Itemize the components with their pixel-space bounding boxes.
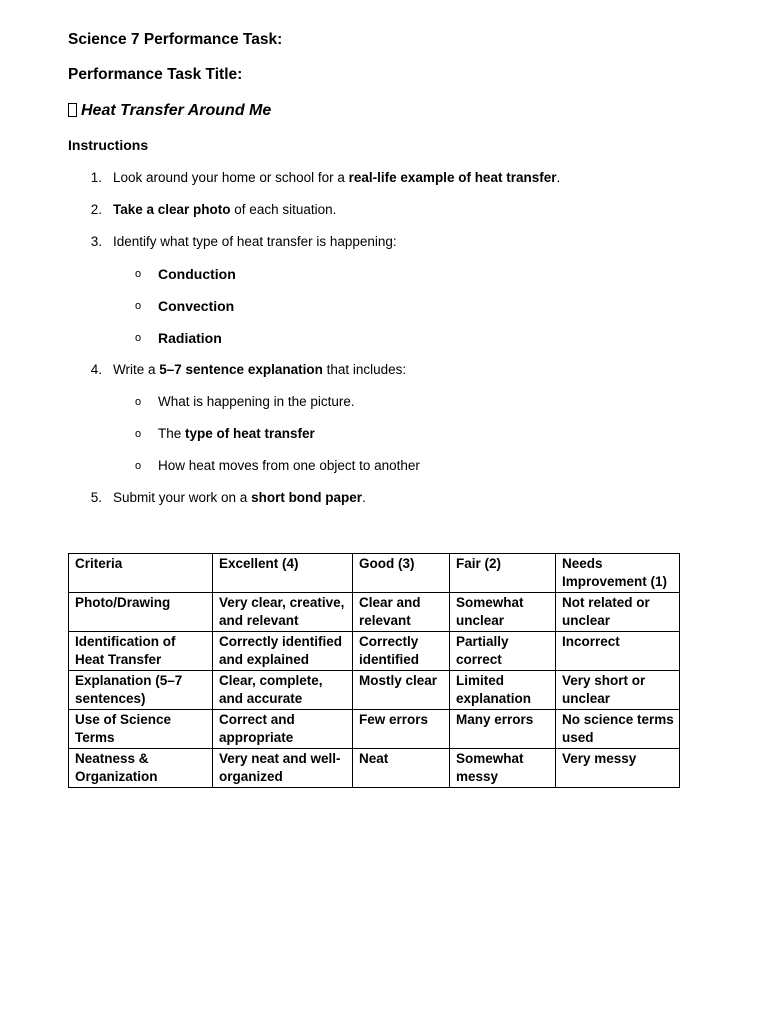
header-needs-improvement: Needs Improvement (1) xyxy=(556,554,680,593)
table-cell: Clear and relevant xyxy=(353,593,450,632)
step-number: 3. xyxy=(90,234,102,249)
table-row xyxy=(69,749,680,788)
table-cell: Not related or unclear xyxy=(556,593,680,632)
document-page: Science 7 Performance Task: Performance Task Title: Heat Transfer Around Me Instructions 1. Look around your home or school for a real-life example of heat transfer. 2. Take a clear photo of each situation. 3. Identify what type of heat transfer is happening: o Conduction o Convection o Radiation 4. Write a 5–7 sentence explanation that includes: o What is happening in the picture. o The type of heat transfer o How heat moves from one object to another 5. Submit your work on a short bond paper. Criteria Excellent (4) Good (3) Fair (2) Needs Improvement (1) Photo/Drawing Very clear, creative, and relevant Clear and relevant Somewhat unclear Not related or unclear Identification of Heat Transfer Correctly identified and explained Correctly identified Partially correct Incorrect Explanation (5–7 sentences) Clear, complete, and accurate Mostly clear Limited explanation Very short or unclear Use of Science Terms Correct and appropriate Few errors Many errors No science terms used Neatness & Organization Very neat and well-organized Neat Somewhat messy Very messy xyxy=(0,0,768,1024)
table-cell: Somewhat unclear xyxy=(450,593,556,632)
table-cell: Correctly identified xyxy=(353,632,450,671)
task-name xyxy=(68,102,271,120)
bullet-icon: o xyxy=(135,460,142,472)
table-cell: Partially correct xyxy=(450,632,556,671)
step-number: 2. xyxy=(90,202,102,217)
table-cell: Incorrect xyxy=(556,632,680,671)
step-text: Write a 5–7 sentence explanation that includes: xyxy=(113,362,407,377)
instructions-heading: Instructions xyxy=(68,137,149,153)
bullet-icon: o xyxy=(135,268,142,280)
table-cell: Photo/Drawing xyxy=(69,593,213,632)
table-row xyxy=(69,632,680,671)
step-number: 5. xyxy=(90,490,102,505)
table-cell: Neat xyxy=(353,749,450,788)
table-cell: Somewhat messy xyxy=(450,749,556,788)
table-cell: Very clear, creative, and relevant xyxy=(213,593,353,632)
table-cell: Mostly clear xyxy=(353,671,450,710)
step-text: Identify what type of heat transfer is happening: xyxy=(113,234,397,249)
header-good: Good (3) xyxy=(353,554,450,593)
document-title: Science 7 Performance Task: xyxy=(68,31,283,48)
step-text: Submit your work on a short bond paper. xyxy=(113,490,366,505)
table-cell: Neatness & Organization xyxy=(69,749,213,788)
table-cell: Very neat and well-organized xyxy=(213,749,353,788)
table-cell: No science terms used xyxy=(556,710,680,749)
table-cell: Identification of Heat Transfer xyxy=(69,632,213,671)
bullet-icon: o xyxy=(135,332,142,344)
table-header-row xyxy=(69,554,680,593)
step-number: 1. xyxy=(90,170,102,185)
table-cell: Many errors xyxy=(450,710,556,749)
table-cell: Very short or unclear xyxy=(556,671,680,710)
header-excellent: Excellent (4) xyxy=(213,554,353,593)
table-cell: Explanation (5–7 sentences) xyxy=(69,671,213,710)
step-text: Take a clear photo of each situation. xyxy=(113,202,337,217)
bullet-icon: o xyxy=(135,428,142,440)
bullet-icon: o xyxy=(135,300,142,312)
task-title-label: Performance Task Title: xyxy=(68,66,243,83)
table-cell: Limited explanation xyxy=(450,671,556,710)
table-cell: Correctly identified and explained xyxy=(213,632,353,671)
task-name-text: Heat Transfer Around Me xyxy=(81,102,272,119)
header-criteria: Criteria xyxy=(69,554,213,593)
table-cell: Use of Science Terms xyxy=(69,710,213,749)
table-cell: Very messy xyxy=(556,749,680,788)
table-cell: Few errors xyxy=(353,710,450,749)
missing-glyph-icon xyxy=(68,103,77,117)
header-fair: Fair (2) xyxy=(450,554,556,593)
table-cell: Clear, complete, and accurate xyxy=(213,671,353,710)
step-number: 4. xyxy=(90,362,102,377)
step-text: Look around your home or school for a real-life example of heat transfer. xyxy=(113,170,561,185)
rubric-table xyxy=(68,553,680,788)
table-cell: Correct and appropriate xyxy=(213,710,353,749)
bullet-icon: o xyxy=(135,396,142,408)
table-row xyxy=(69,593,680,632)
table-row xyxy=(69,671,680,710)
table-row xyxy=(69,710,680,749)
